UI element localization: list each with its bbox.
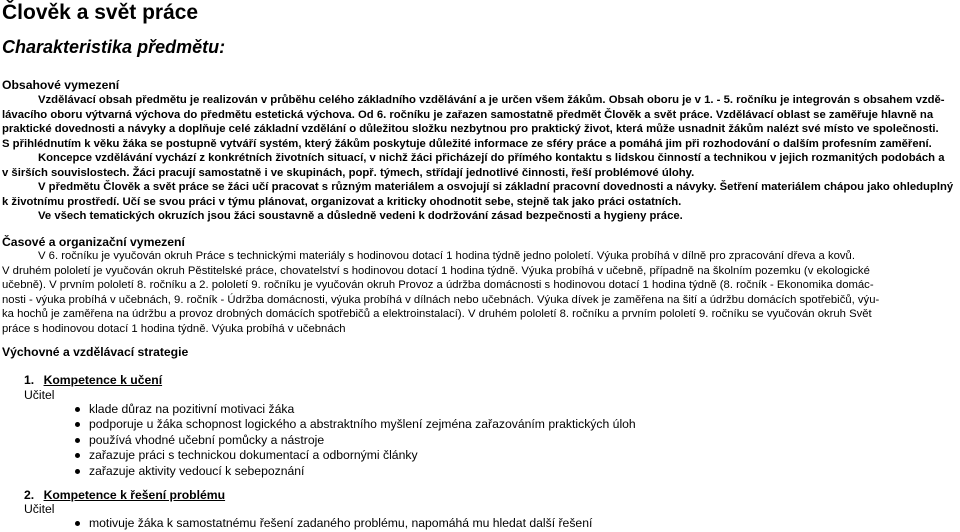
list-item: používá vhodné učební pomůcky a nástroje	[0, 433, 636, 448]
list-item: motivuje žáka k samostatnému řešení zadaného problému, napomáhá mu hledat další řešení	[0, 516, 592, 531]
casove-line: nosti - výuka probíhá v učebnách, 9. ročník - Údržba domácnosti, výuka probíhá v dílnách nebo učebnách. Výuka dívek je zaměřena na šití a údržbu domácích spotřebičů, výu-	[2, 293, 880, 306]
casove-line: ka hochů je zaměřena na údržbu a provoz drobných domácích spotřebičů a elektroinstalací). V druhém pololetí 8. ročníku a prvním pololetí 9. ročníku se vyučován okruh Svět	[2, 308, 872, 321]
section-heading-vychovne: Výchovné a vzdělávací strategie	[2, 345, 189, 359]
competence-role: Učitel	[24, 502, 55, 516]
bullet-icon	[75, 422, 80, 427]
page-subtitle: Charakteristika předmětu:	[2, 37, 226, 57]
bullet-icon	[75, 453, 80, 458]
bullet-icon	[75, 438, 80, 443]
obsahove-line: Vzdělávací obsah předmětu je realizován v průběhu celého základního vzdělávání a je určen všem žákům. Obsah oboru je v 1. - 5. ročníku je integrován s obsahem vzdě-	[38, 94, 945, 106]
list-item: podporuje u žáka schopnost logického a abstraktního myšlení zejména zařazováním praktických úloh	[0, 417, 636, 432]
obsahove-line: Koncepce vzdělávání vychází z konkrétních životních situací, v nichž žáci přicházejí do přímého kontaktu s lidskou činností a technikou v jejich rozmanitých podobách a	[38, 152, 945, 165]
competence-list-2	[0, 516, 592, 531]
list-item: klade důraz na pozitivní motivaci žáka	[0, 402, 636, 417]
casove-line: V 6. ročníku je vyučován okruh Práce s technickými materiály s hodinovou dotací 1 hodina týdně jedno pololetí. Výuka probíhá v dílně pro zpracování dřeva a kovů.	[38, 250, 855, 262]
casove-paragraph	[2, 249, 952, 336]
section-heading-obsahove: Obsahové vymezení	[2, 78, 120, 92]
obsahove-line: praktické dovednosti a návyky a doplňuje celé základní vzdělání o důležitou složku nezbytnou pro praktický život, která může usnadnit žákům nalézt své místo ve společnosti.	[2, 123, 939, 136]
bullet-icon	[75, 407, 80, 412]
casove-line: učebně). V prvním pololetí 8. ročníku a 2. pololetí 9. ročníku je vyučován okruh Provoz a údržba domácnosti s hodinovou dotací 1 hodina týdně (8. ročník - Ekonomika domác-	[2, 279, 874, 292]
competence-number: 1.	[24, 373, 35, 387]
competence-heading-1	[24, 373, 162, 387]
casove-line: V druhém pololetí je vyučován okruh Pěstitelské práce, chovatelství s hodinovou dotací 1 hodina týdně. Výuka probíhá v učebně, případně na školním pozemku (v ekologické	[2, 264, 870, 277]
casove-line: práce s hodinovou dotací 1 hodina týdně. Výuka probíhá v učebnách	[2, 322, 346, 335]
bullet-icon	[75, 521, 80, 526]
obsahove-line: lávacího oboru výtvarná výchova do předmětu estetická výchova. Od 6. ročníku je zařazen samostatně předmět Člověk a svět práce. Vzdělávací oblast se zaměřuje hlavně na	[2, 108, 934, 121]
obsahove-line: Ve všech tematických okruzích jsou žáci soustavně a důsledně vedeni k dodržování zásad bezpečnosti a hygieny práce.	[38, 210, 683, 223]
competence-title: Kompetence k učení	[43, 373, 163, 387]
obsahove-line: k životnímu prostředí. Učí se svou práci v týmu plánovat, organizovat a kriticky ohodnotit sebe, stejně tak jako práci ostatních.	[2, 195, 682, 208]
obsahove-paragraph	[2, 93, 952, 224]
obsahove-line: v širších souvislostech. Žáci pracují samostatně i ve skupinách, popř. týmech, střídají jednotlivé činnosti, řeší problémové úlohy.	[2, 166, 695, 179]
obsahove-line: S přihlédnutím k věku žáka se postupně vytváří systém, který žákům poskytuje důležité informace ze sféry práce a pomáhá jim při rozhodování o dalším profesním zaměření.	[2, 137, 932, 150]
competence-title: Kompetence k řešení problému	[43, 488, 226, 502]
competence-role: Učitel	[24, 388, 55, 402]
list-item: zařazuje práci s technickou dokumentací a odbornými články	[0, 448, 636, 463]
bullet-icon	[75, 469, 80, 474]
competence-list-1	[0, 402, 636, 479]
obsahove-line: V předmětu Člověk a svět práce se žáci učí pracovat s různým materiálem a osvojují si základní pracovní dovednosti a návyky. Šetření materiálem chápou jako ohleduplný	[38, 181, 954, 194]
competence-number: 2.	[24, 488, 35, 502]
page-title: Člověk a svět práce	[2, 1, 199, 24]
list-item: zařazuje aktivity vedoucí k sebepoznání	[0, 464, 636, 479]
competence-heading-2	[24, 488, 225, 502]
section-heading-casove: Časové a organizační vymezení	[2, 235, 185, 249]
